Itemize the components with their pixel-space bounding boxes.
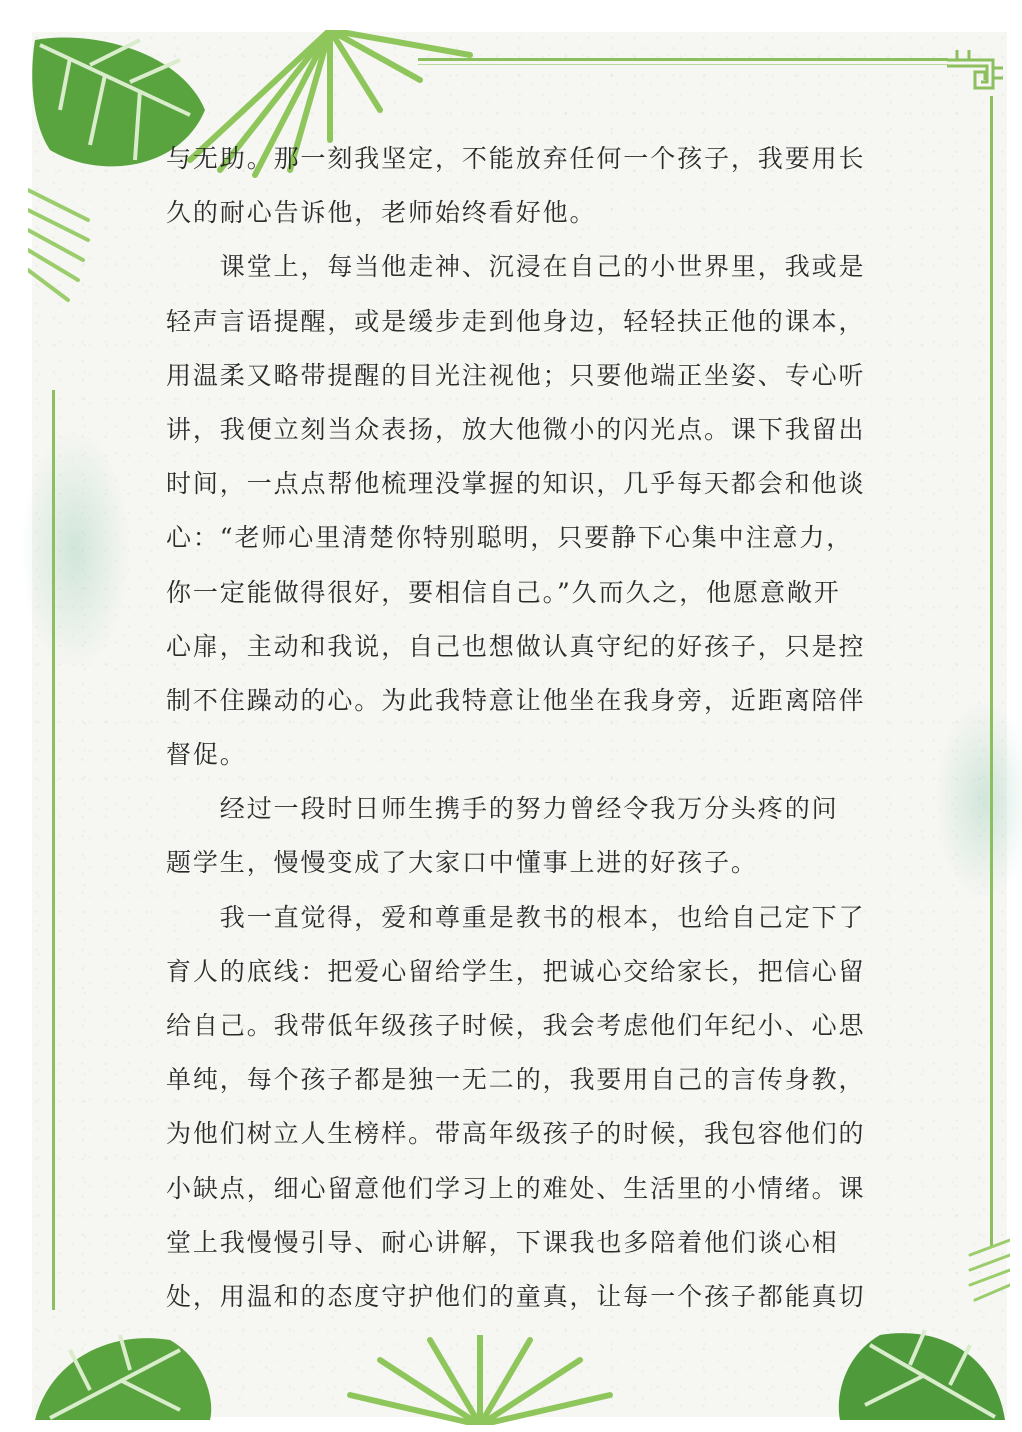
- text-line: 制不住躁动的心。为此我特意让他坐在我身旁，近距离陪伴: [166, 685, 866, 715]
- text-line: 时间，一点点帮他梳理没掌握的知识，几乎每天都会和他谈: [166, 469, 866, 499]
- palm-frond-icon: [340, 1335, 620, 1425]
- frame-border-top: [418, 58, 948, 61]
- text-line: 处，用温和的态度守护他们的童真，让每一个孩子都能真切: [166, 1281, 866, 1311]
- frame-border-left: [52, 390, 55, 1310]
- text-line: 与无助。那一刻我坚定，不能放弃任何一个孩子，我要用长: [166, 144, 866, 173]
- text-line: 小缺点，细心留意他们学习上的难处、生活里的小情绪。课: [166, 1173, 866, 1203]
- frame-border-right: [990, 96, 993, 1246]
- text-line: 为他们树立人生榜样。带高年级孩子的时候，我包容他们的: [166, 1119, 866, 1149]
- palm-frond-icon: [28, 180, 98, 310]
- text-line: 单纯，每个孩子都是独一无二的，我要用自己的言传身教，: [166, 1065, 866, 1095]
- chinese-knot-border-icon: [945, 48, 1005, 108]
- text-line: 用温柔又略带提醒的目光注视他；只要他端正坐姿、专心听: [166, 360, 866, 390]
- text-line: 给自己。我带低年级孩子时候，我会考虑他们年纪小、心思: [166, 1011, 866, 1040]
- text-line: 经过一段时日师生携手的努力曾经令我万分头疼的问: [166, 794, 839, 824]
- text-line: 久的耐心告诉他，老师始终看好他。: [166, 198, 597, 228]
- text-line: 讲，我便立刻当众表扬，放大他微小的闪光点。课下我留出: [166, 414, 866, 444]
- article-body: [166, 132, 866, 1324]
- frame-border-top-inner: [418, 64, 948, 65]
- monstera-leaf-icon: [30, 1330, 220, 1420]
- text-line: 轻声言语提醒，或是缓步走到他身边，轻轻扶正他的课本，: [166, 306, 866, 336]
- text-line: 堂上我慢慢引导、耐心讲解，下课我也多陪着他们谈心相: [166, 1227, 839, 1257]
- text-line: 课堂上，每当他走神、沉浸在自己的小世界里，我或是: [166, 252, 866, 282]
- text-line: 心扉，主动和我说，自己也想做认真守纪的好孩子，只是控: [166, 631, 866, 661]
- text-line: 督促。: [166, 740, 247, 770]
- text-line: 心：“老师心里清楚你特别聪明，只要静下心集中注意力，: [166, 523, 854, 553]
- text-line: 你一定能做得很好，要相信自己。”久而久之，他愿意敞开: [166, 577, 841, 607]
- text-line: 育人的底线：把爱心留给学生，把诚心交给家长，把信心留: [166, 956, 866, 986]
- text-line: 我一直觉得，爱和尊重是教书的根本，也给自己定下了: [166, 902, 866, 932]
- watercolor-tree-left: [20, 430, 130, 670]
- palm-frond-icon: [965, 1235, 1010, 1305]
- text-line: 题学生，慢慢变成了大家口中懂事上进的好孩子。: [166, 848, 758, 878]
- monstera-leaf-icon: [830, 1325, 1010, 1420]
